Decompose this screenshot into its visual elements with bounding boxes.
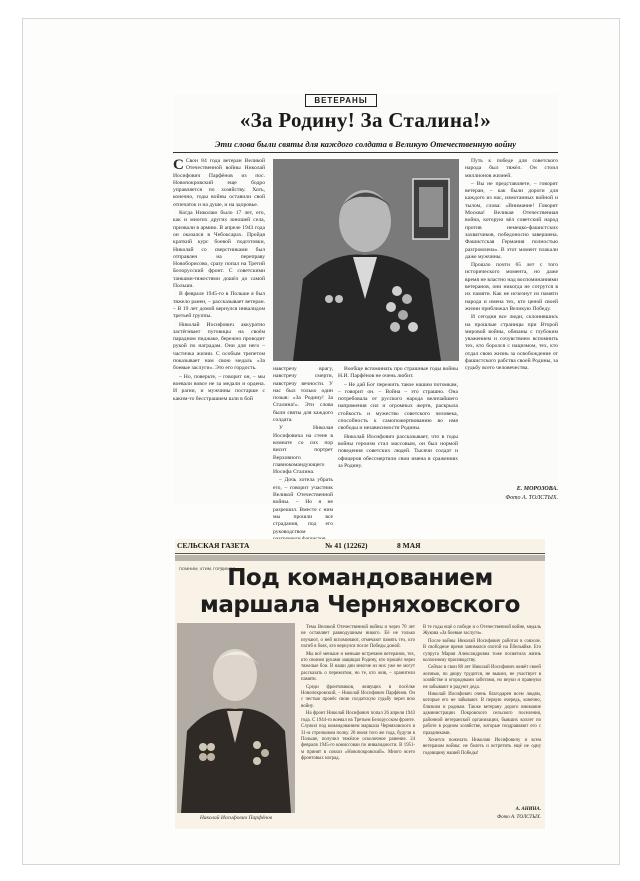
paragraph: На фронт Николай Иосифович попал 26 апреля 1943 года. С 1944-го воевал на Третьем Белорусском фронте. Служил под командованием маршала Черняховского в 31-м стрелковом полку. 20 июля того же года, будучи в Польше, получил тяжёлое осколочное ранение. 24 февраля 1945-го комиссован по инвалидности. В 1951-м принят в совхоз «Новопокровский». Много всего фронтовых наград. xyxy=(301,711,415,762)
veteran-photo xyxy=(177,623,295,813)
newspaper-masthead xyxy=(175,539,545,554)
paragraph: Среди фронтовиков, живущих в посёлке Новопокровский, – Николай Иосифович Парфёнов. Он с честью пронёс свою солдатскую судьбу через всю войну. xyxy=(301,684,415,709)
scanned-page xyxy=(22,18,620,865)
article-headline: «За Родину! За Сталина!» xyxy=(239,108,492,132)
paragraph: Николай Иосифович очень благодарен всем людям, которые его не забывают. В первую очередь, конечно, близким и родным. Также ветерану дорого внимание администрации Покровского сельского поселения, районной ветеранской организации, бывших коллег по работе в родном хозяйстве, которые поздравляют его с праздниками. xyxy=(423,692,541,736)
section-heading-bar xyxy=(175,555,545,571)
headline-line-2: маршала Черняховского xyxy=(200,592,520,618)
author-signature: Е. МОРОЗОВА. xyxy=(516,486,558,492)
rubric-label: ВЕТЕРАНЫ xyxy=(305,94,377,107)
masthead-issue: № 41 (12262) xyxy=(325,541,368,550)
article-column-1 xyxy=(173,158,265,498)
section-heading: ПОМНИМ, ЧТИМ, ГОРДИМСЯ xyxy=(179,566,236,571)
newspaper-clipping-veterans xyxy=(173,94,558,535)
article-column-2 xyxy=(273,366,333,535)
veteran-photo xyxy=(273,159,459,361)
masthead-date: 8 МАЯ xyxy=(397,541,421,550)
photo-credit: Фото А. ТОЛСТЫХ. xyxy=(497,815,541,820)
paragraph: – Дочь хотела убрать его, – говорит участник Великой Отечественной войны. – Но я не разрешил. Вместе с ним мы прошли все страдания, под его руководством xyxy=(273,477,333,535)
author-signature: А. АНИНА. xyxy=(515,807,541,812)
newspaper-clipping-commander xyxy=(175,539,545,829)
veteran-portrait-image xyxy=(273,159,459,361)
masthead-title: СЕЛЬСКАЯ ГАЗЕТА xyxy=(177,541,250,550)
paragraph: навстречу врагу, навстречу смерти, навстречу вечности. У нас был только один позыв: «За Родину! За Сталина!». Эти слова были святы для каждого солдата. xyxy=(273,366,333,424)
paragraph: В те годы ещё о победе и о Отечественной войне, медаль Жукова «За боевые заслуги». xyxy=(423,625,541,637)
article-headline xyxy=(175,565,545,619)
paragraph: Николай Иосифович аккуратно застёгивает пуговицы на своём парадном пиджаке, бережно проводит рукой по наградам. Они для него – частичка жизни. С особым трепетом показывает нам свою медаль «За боевые заслуги». Это его гордость. xyxy=(173,321,265,372)
article-column-4 xyxy=(465,158,558,483)
photo-caption: Николай Иосифович Парфёнов xyxy=(199,815,273,821)
paragraph: – Вы не представляете, – говорит ветеран, – как были дороги для каждого из нас, измотанных войной и тылом, слова: «Внимание! Говорит Москва! Великая Отечественная война, которую вёл советский народ против немецко-фашистских захватчиков, победоносно завершена. Фашистская Германия полностью разгромлена». В этот момент плакали даже мужчины. xyxy=(465,180,558,260)
drop-cap: С xyxy=(173,157,184,173)
paragraph: Вообще вспоминать про страшные годы войны Н.И. Парфёнов не очень любит. xyxy=(338,366,458,380)
paragraph: Когда Николаю было 17 лет, его, как и многих других юношей села, призвали в армию. В апреле 1943 года он оказался в Чебоксарах. Пройдя краткий курс боевой подготовки, Николай со сверстниками был отправлен на переправу Новоборисово, сразу попал на Третий Белорусский фронт. С советскими танками-тяжестями дошёл до самой Польши. xyxy=(173,210,265,290)
paragraph: После войны Николай Иосифович работал в совхозе. В свободное время занимался охотой на Ёбельяйке. Его супруга Мария Александровна тоже посвятила жизнь колхозному производству. xyxy=(423,638,541,664)
paragraph: Николай Иосифович рассказывает, что в годы войны героизм стал массовым, он был нормой поведения советских людей. Тысячи солдат и офицеров обессмертили свои имена в сражениях за Родину. xyxy=(338,433,458,469)
paragraph: Путь к победе для советского народа был тяжёл. Он стоил миллионов жизней. xyxy=(465,158,558,179)
paragraph: – Но, поверьте, – говорит он, – мы воевали вовсе не за медали и ордена. И parни, и мужчины постарше с каким-то бесстрашием шли в бой xyxy=(173,373,265,402)
paragraph: Сейчас в свои 88 лет Николай Иосифович живёт своей жизнью, по двору трудится, не вышел, не участвует в хозяйстве и огородными заботами, но внуки и правнуки не забывают и радуют деда. xyxy=(423,665,541,690)
article-column-1 xyxy=(301,625,415,821)
paragraph: У Николая Иосифовича на стене в комнате со сих пор висит портрет Верховного главнокомандующего Иосифа Сталина. xyxy=(273,425,333,476)
paragraph: Мы всё меньше и меньше встречаем ветеранов, тех, кто своими руками защищал Родину, кто прошёл через тяжелые бои. В наши дни многие из них уже не могут рассказать о пережитом, но те, кто жив, – хранители памяти. xyxy=(301,651,415,683)
paragraph: Прошло почти 65 лет с того исторического момента, но даже время не властно над воспоминаниями ветеранов, они никогда не сотрутся в их памяти. Как не исчезнут из памяти народа и имена тех, кто ценой своей жизни приближал Великую Победу. xyxy=(465,262,558,312)
article-column-3 xyxy=(338,366,458,496)
paragraph: – Не дай Бог пережить такое нашим потомкам, – говорит он. – Война – это страшно. Она потребовала от русского народа величайшего напряжения сил и огромных жертв, раскрыла стойкость и мужество советского человека, способность к самопожертвованию во имя свободы и независимости Родины. xyxy=(338,381,458,432)
paragraph: И сегодня все люди, склонившись на прошлые страницы при Второй мировой войны, обязаны с глубоким уважением и сочувствием вспомнить тех, кто боролся с нацизмом, тех, кто отдал свою жизнь за освобождение от фашистского рабства своей Родины, за судьбу всего человечества. xyxy=(465,314,558,372)
paragraph: Тема Великой Отечественной войны и через 70 лет не оставляет равнодушным никого. Её не только изучают, о ней вспоминают, отмечают память тех, кто погиб в боях, кто вернулся после Победы домой. xyxy=(301,625,415,650)
paragraph: В феврале 1945-го в Польше я был тяжело ранен, – рассказывает ветеран. – В 19 лет домой вернулся инвалидом третьей группы. xyxy=(173,291,265,320)
headline-line-1: Под командованием xyxy=(227,565,493,591)
paragraph: Свои 84 года ветеран Великой Отечественной войны Николай Иосифович Парфёнов из пос. Новопокровский еще бодро управляется по хозяйству. Хоть, конечно, годы войны оставили свой отпечаток и на душе, и на здоровье. xyxy=(173,158,265,208)
veteran-portrait-image xyxy=(177,623,295,813)
article-column-2 xyxy=(423,625,541,803)
divider xyxy=(173,152,558,153)
paragraph: Хочется пожелать Николаю Иосифовичу и всем ветеранам войны: не болеть и встретить ещё не одну годовщину нашей Победы! xyxy=(423,737,541,756)
photo-credit: Фото А. ТОЛСТЫХ. xyxy=(505,495,558,501)
article-subheadline: Эти слова были святы для каждого солдата в Великую Отечественную войну xyxy=(214,139,517,149)
